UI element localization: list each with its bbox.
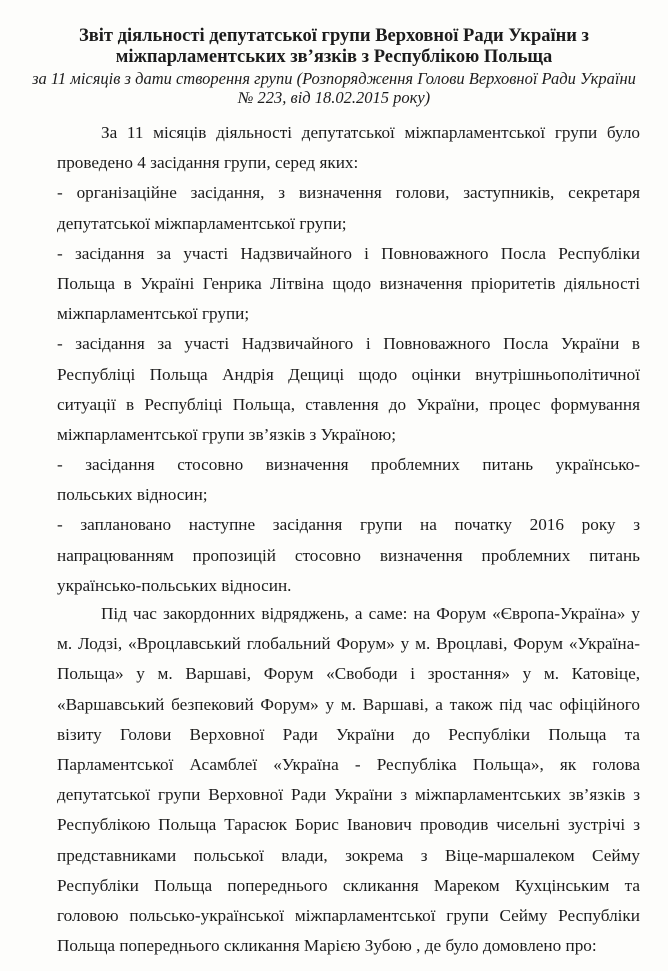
text-line: Парламентської Асамблеї «Україна - Республіка Польща», як голова xyxy=(57,754,640,774)
text-line: представниками польської влади, зокрема з Віце-маршалеком Сейму xyxy=(57,845,640,865)
text-line: Республікою Польща Тарасюк Борис Іванович проводив чисельні зустрічі з xyxy=(57,815,640,835)
text-line: ситуації в Республіці Польща, ставлення до України, процес формування xyxy=(57,394,640,414)
text-line: проведено 4 засідання групи, серед яких: xyxy=(57,153,359,173)
text-line: - засідання стосовно визначення проблемних питань українсько- xyxy=(57,455,640,475)
text-line: - засідання за участі Надзвичайного і Повноважного Посла України в xyxy=(57,334,640,354)
text-line: «Варшавський безпековий Форум» у м. Варшаві, а також під час офіційного xyxy=(57,694,640,714)
text-line: візиту Голови Верховної Ради України до Республіки Польща та xyxy=(57,724,640,744)
text-line: напрацюванням пропозицій стосовно визначення проблемних питань xyxy=(57,545,640,565)
text-line: польських відносин; xyxy=(57,485,208,505)
text-line: Польща в Україні Генрика Літвіна щодо визначення пріоритетів діяльності xyxy=(57,273,640,293)
text-line: м. Лодзі, «Вроцлавський глобальний Форум» у м. Вроцлаві, Форум «Україна- xyxy=(57,634,640,654)
text-line: - заплановано наступне засідання групи на початку 2016 року з xyxy=(57,515,640,535)
text-line: Польща» у м. Варшаві, Форум «Свободи і зростання» у м. Катовіце, xyxy=(57,664,640,684)
text-line: Республіки Польща попереднього скликання Мареком Кухцінським та xyxy=(57,875,640,895)
document-body xyxy=(57,118,640,961)
document-title-line-2: міжпарламентських зв’язків з Республікою Польща xyxy=(115,47,553,67)
text-line: міжпарламентської групи; xyxy=(57,304,250,324)
text-line: Польща попереднього скликання Марією Зубою , де було домовлено про: xyxy=(57,936,597,956)
document-subtitle-line-2: № 223, від 18.02.2015 року) xyxy=(237,88,431,107)
text-line: За 11 місяців діяльності депутатської міжпарламентської групи було xyxy=(101,123,640,142)
text-line: - засідання за участі Надзвичайного і Повноважного Посла Республіки xyxy=(57,243,640,263)
text-line: депутатської міжпарламентської групи; xyxy=(57,213,347,233)
text-line: Під час закордонних відряджень, а саме: на Форум «Європа-Україна» у xyxy=(101,604,640,623)
document-title-line-1: Звіт діяльності депутатської групи Верховної Ради України з xyxy=(79,26,589,46)
text-line: українсько-польських відносин. xyxy=(57,575,292,595)
text-line: депутатської групи Верховної Ради України з міжпарламентських зв’язків з xyxy=(57,785,640,805)
text-line: міжпарламентської групи зв’язків з Україною; xyxy=(57,424,397,444)
text-line: - організаційне засідання, з визначення голови, заступників, секретаря xyxy=(57,183,640,203)
document-subtitle-line-1: за 11 місяців з дати створення групи (Розпорядження Голови Верховної Ради України xyxy=(32,69,636,88)
text-line: Республіці Польща Андрія Дещиці щодо оцінки внутрішньополітичної xyxy=(57,364,640,384)
text-line: головою польсько-української міжпарламентської групи Сейму Республіки xyxy=(57,905,640,925)
